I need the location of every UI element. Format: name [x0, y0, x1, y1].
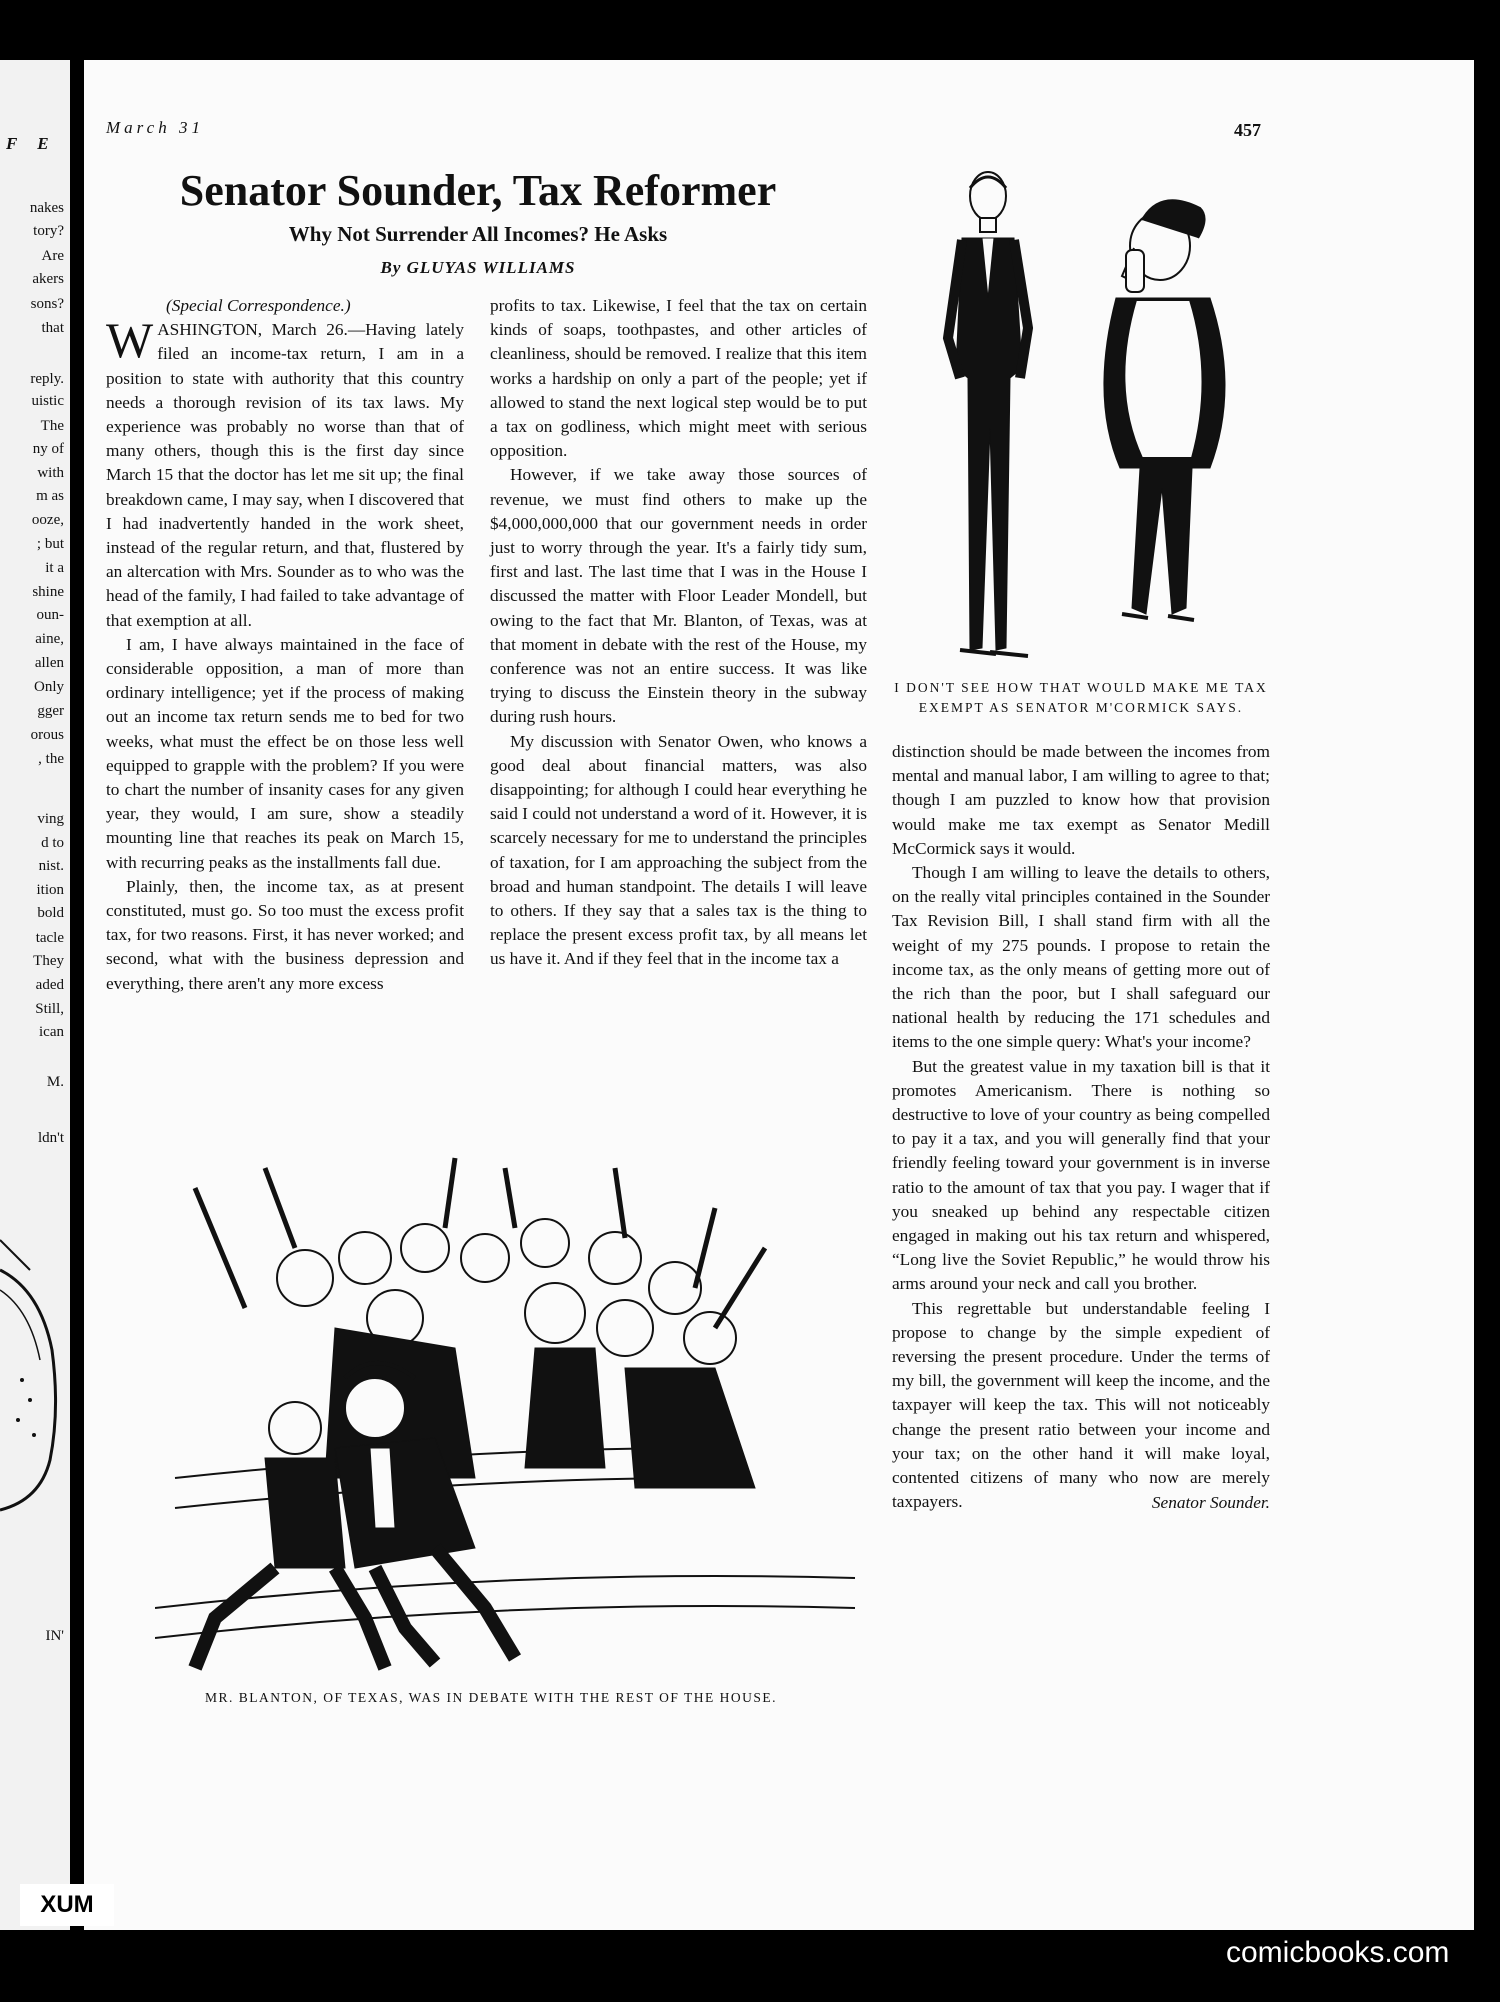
stout-senator-figure: [1104, 200, 1225, 620]
left-page-text-fragment: reply.: [30, 371, 64, 387]
left-page-text-fragment: nist.: [38, 858, 64, 874]
article-title: Senator Sounder, Tax Reformer: [179, 166, 777, 215]
paragraph: My discussion with Senator Owen, who knows a good deal about financial matters, was also disappointing; for although I could hear everything he said I could not understand a word of it. However, it is scarcely necessary for me to understand the principles of taxation, for I am approaching the subject from the broad and human standpoint. The details I will leave to others. If they say that a sales tax is the thing to replace the present excess profit tax, by all means let us have it. And if they feel that in the income tax a: [490, 731, 868, 969]
left-page-text-fragment: aine,: [35, 631, 64, 647]
left-page-text-fragment: oun-: [36, 607, 64, 623]
paragraph: However, if we take away those sources of revenue, we must find others to make up the $4,000,000,000 that our government needs in order just to worry through the year. It's a fairly tidy sum, first and last. The last time that I was in the House I discussed the matter with Floor Leader Mondell, but owing to the fact that Mr. Blanton, of Texas, was at that moment in debate with the rest of the House, my conference was not an entire success. It was like trying to discuss the Einstein theory in the subway during rush hours.: [490, 465, 867, 727]
left-page-text-fragment: akers: [32, 271, 64, 287]
left-page-text-fragment: orous: [30, 727, 64, 743]
source-watermark: comicbooks.com: [1226, 1936, 1450, 1969]
text-column-1: [106, 294, 464, 996]
caption-right-cartoon: I DON'T SEE HOW THAT WOULD MAKE ME TAX EXEMPT AS SENATOR M'CORMICK SAYS.: [894, 680, 1268, 715]
left-page-text-fragment: sons?: [30, 296, 64, 312]
paragraph: But the greatest value in my taxation bill is that it promotes Americanism. There is nothing so destructive to love of your country as being compelled to pay it a tax, and you will generally find that your friendly feeling toward your government is in inverse ratio to the amount of tax that you pay. I wager that if you sneaked up behind any respectable citizen engaged in making out his tax return and whispered, “Long live the Soviet Republic,” he would throw his arms around your neck and call you brother.: [892, 1056, 1270, 1294]
left-page-text-fragment: ican: [39, 1024, 64, 1040]
left-page-text-fragment: Only: [34, 679, 64, 695]
signature: Senator Sounder.: [1151, 1492, 1270, 1512]
left-page-text-fragment: d to: [41, 835, 64, 851]
paragraph: WASHINGTON, March 26.—Having lately filed an income-tax return, I am in a position to state with authority that this country needs a thorough revision of its tax laws. My experience was probably no worse than that of many others, though this is the first day since March 15 that the doctor has let me sit up; the final breakdown came, I may say, when I discovered that I had inadvertently handed in the work sheet, instead of the regular return, and that, flustered by an altercation with Mrs. Sounder as to who was the head of the family, I had failed to take advantage of that exemption at all.: [106, 312, 464, 630]
left-page-text-fragment: that: [41, 320, 64, 336]
article-subtitle: Why Not Surrender All Incomes? He Asks: [288, 222, 668, 246]
text-column-2: [490, 294, 867, 972]
left-page-text-fragment: tacle: [35, 930, 64, 946]
page-number: 457: [1234, 120, 1261, 140]
foreground-figures: [195, 1363, 515, 1668]
left-page-text-fragment: M.: [46, 1074, 64, 1090]
text-column-3: [892, 740, 1270, 1515]
left-page-text-fragment: The: [40, 418, 64, 434]
paragraph: Plainly, then, the income tax, as at present constituted, must go. So too must the excess profit tax, for two reasons. First, it has never worked; and second, what with the business depression and everything, there aren't any more excess: [106, 876, 464, 993]
left-page-text-fragment: bold: [37, 905, 64, 921]
left-page-text-fragment: ving: [37, 811, 64, 827]
left-page-text-fragment: aded: [35, 977, 64, 993]
cartoon-senator-illustration: [910, 168, 1270, 668]
left-page-text-fragment: ooze,: [31, 512, 64, 528]
left-page-text-fragment: shine: [32, 584, 64, 600]
left-page-cartoon-fragment: [0, 1230, 64, 1540]
byline: By GLUYAS WILLIAMS: [380, 258, 576, 277]
caption-bottom-cartoon: MR. BLANTON, OF TEXAS, WAS IN DEBATE WITH THE REST OF THE HOUSE.: [204, 1690, 778, 1705]
cartoon-house-debate-illustration: [155, 1148, 870, 1673]
left-page-text-fragment: , the: [38, 751, 64, 767]
microfilm-tag: XUM: [20, 1884, 114, 1926]
left-page-text-fragment: IN': [45, 1628, 64, 1644]
drop-cap: W: [106, 312, 154, 369]
left-page-text-fragment: allen: [34, 655, 64, 671]
left-page-text-fragment: ition: [36, 882, 64, 898]
paragraph: Though I am willing to leave the details to others, on the really vital principles contained in the Sounder Tax Revision Bill, I shall stand firm with all the weight of my 275 pounds. I propose to retain the income tax, as the only means of getting more out of the rich than the poor, but I shall safeguard our national health by reducing the 171 schedules and items to the one simple query: What's your income?: [892, 863, 1270, 1052]
left-page-text-fragment: ny of: [32, 441, 64, 457]
left-page-text-fragment: ; but: [36, 536, 64, 552]
left-page-text-fragment: ldn't: [37, 1130, 64, 1146]
running-head: March 31: [106, 118, 204, 137]
left-page-text-fragment: uistic: [31, 393, 64, 409]
paragraph: I am, I have always maintained in the face of considerable opposition, a man of more than ordinary intelligence; yet if the process of making out an income tax return sends me to bed for two weeks, what must the effect be on those less well equipped to grapple with the problem? If you were to chart the number of insanity cases for any given year, they would, I am sure, show a steadily mounting line that reaches its peak on March 15, with recurring peaks as the installments fall due.: [106, 634, 464, 872]
left-page-text-fragment: m as: [36, 488, 64, 504]
left-page-text-fragment: Still,: [35, 1001, 64, 1017]
left-facing-page: [0, 60, 70, 1930]
paragraph: profits to tax. Likewise, I feel that the tax on certain kinds of soaps, toothpastes, and other articles of cleanliness, should be removed. I realize that this item works a hardship on only a part of the people; yet if allowed to stand the next logical step would be to put a tax on godliness, which might meet with serious opposition.: [490, 296, 867, 461]
left-page-text-fragment: nakes: [29, 200, 64, 216]
tall-man-figure: [948, 172, 1028, 656]
left-page-header: F E: [6, 134, 57, 153]
paragraph: distinction should be made between the incomes from mental and manual labor, I am willing to agree to that; though I am puzzled to know how that provision would make me tax exempt as Senator Medill McCormick says it would.: [892, 742, 1270, 858]
paragraph: This regrettable but understandable feeling I propose to change by the simple expedient of reversing the present procedure. Under the terms of my bill, the government will keep the income, and the taxpayer will keep the tax. This will not noticeably change the present ratio between your income and your tax; on the other hand it will make loyal, contented citizens of many who now are merely taxpayers.: [892, 1298, 1270, 1512]
left-page-text-fragment: Are: [41, 248, 64, 264]
dateline: (Special Correspondence.): [166, 296, 351, 315]
left-page-text-fragment: with: [37, 465, 64, 481]
left-page-text-fragment: gger: [37, 703, 64, 719]
left-page-text-fragment: tory?: [33, 223, 64, 239]
left-page-text-fragment: it a: [45, 560, 64, 576]
left-page-text-fragment: They: [33, 953, 64, 969]
